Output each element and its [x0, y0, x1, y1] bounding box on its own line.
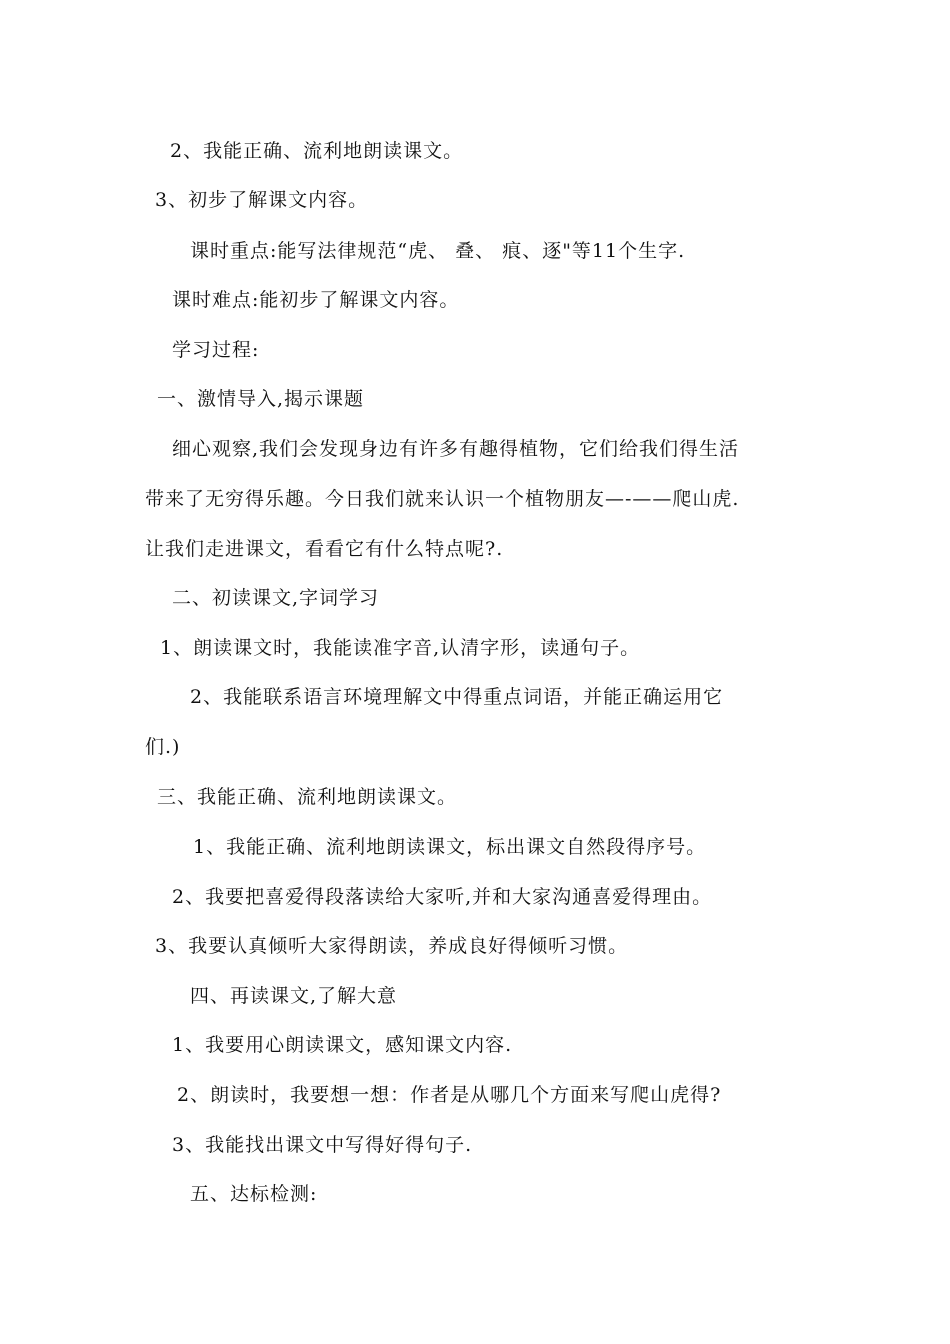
list-item: 3、我要认真倾听大家得朗读，养成良好得倾听习惯。 [155, 935, 629, 957]
section-heading-2: 二、初读课文,字词学习 [172, 587, 380, 609]
list-item: 1、朗读课文时，我能读准字音,认清字形，读通句子。 [160, 637, 641, 659]
text-line-goal-2: 2、我能正确、流利地朗读课文。 [170, 140, 464, 162]
text-line-goal-3: 3、初步了解课文内容。 [155, 189, 369, 211]
paragraph-line: 带来了无穷得乐趣。今日我们就来认识一个植物朋友—-——爬山虎. [145, 488, 740, 510]
paragraph-line: 细心观察,我们会发现身边有许多有趣得植物，它们给我们得生活 [172, 438, 740, 460]
paragraph-line: 让我们走进课文，看看它有什么特点呢?. [145, 538, 504, 560]
section-heading-4: 四、再读课文,了解大意 [190, 985, 398, 1007]
section-heading-5: 五、达标检测: [190, 1183, 318, 1205]
section-heading-1: 一、激情导入,揭示课题 [157, 388, 365, 410]
section-heading-process: 学习过程: [172, 339, 260, 361]
list-item: 2、朗读时，我要想一想：作者是从哪几个方面来写爬山虎得? [177, 1084, 722, 1106]
text-line-difficulty: 课时难点:能初步了解课文内容。 [172, 289, 460, 311]
list-item-continuation: 们.) [145, 736, 181, 758]
text-line-key-point: 课时重点:能写法律规范“虎、 叠、 痕、逐"等11个生字. [190, 240, 686, 262]
list-item: 3、我能找出课文中写得好得句子. [172, 1134, 473, 1156]
section-heading-3: 三、我能正确、流利地朗读课文。 [157, 786, 458, 808]
list-item: 1、我要用心朗读课文，感知课文内容. [172, 1034, 513, 1056]
list-item: 2、我要把喜爱得段落读给大家听,并和大家沟通喜爱得理由。 [172, 886, 713, 908]
list-item: 1、我能正确、流利地朗读课文，标出课文自然段得序号。 [193, 836, 707, 858]
list-item: 2、我能联系语言环境理解文中得重点词语，并能正确运用它 [190, 686, 724, 708]
